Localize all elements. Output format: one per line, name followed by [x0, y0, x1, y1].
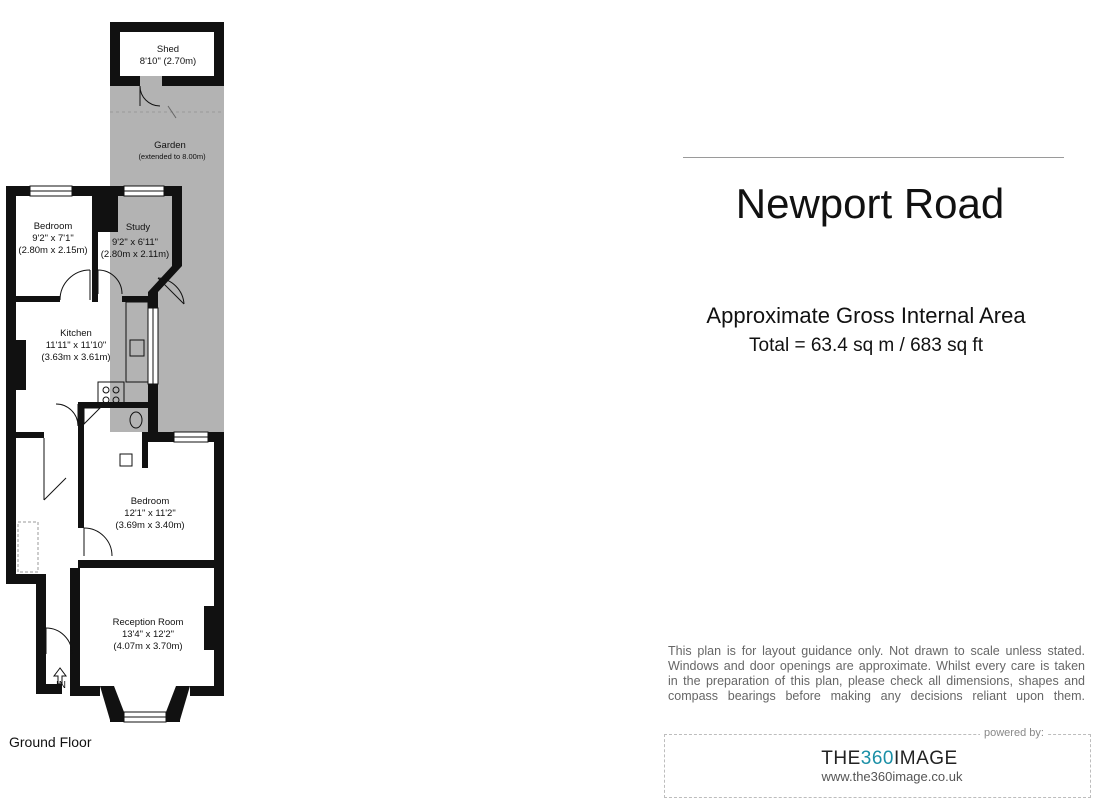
property-title: Newport Road: [735, 180, 1005, 227]
study-dims-metric: (2.80m x 2.11m): [100, 249, 170, 260]
reception-name: Reception Room: [112, 617, 184, 628]
bedroom-main-dims-imperial: 12'1" x 11'2": [124, 508, 176, 519]
kitchen-dims-imperial: 11'11" x 11'10": [45, 340, 107, 351]
area-total: Total = 63.4 sq m / 683 sq ft: [749, 335, 983, 356]
disclaimer-line-1: This plan is for layout guidance only. Not drawn to scale unless stated.: [668, 644, 1085, 658]
brand-prefix: THE: [821, 748, 861, 769]
bedroom-main-name: Bedroom: [130, 496, 170, 507]
kitchen-dims-metric: (3.63m x 3.61m): [41, 352, 111, 363]
floor-label: Ground Floor: [9, 734, 92, 750]
garden-name: Garden: [154, 140, 186, 151]
reception-dims-imperial: 13'4" x 12'2": [121, 629, 175, 640]
study-dims-imperial: 9'2" x 6'11": [111, 237, 159, 248]
reception-dims-metric: (4.07m x 3.70m): [113, 641, 183, 652]
disclaimer-line-4: compass bearings before making any decisions reliant upon them.: [668, 689, 1085, 703]
bedroom-rear-dims-metric: (2.80m x 2.15m): [18, 245, 88, 256]
study-name: Study: [125, 222, 151, 233]
bedroom-rear-name: Bedroom: [33, 221, 73, 232]
bedroom-main-dims-metric: (3.69m x 3.40m): [115, 520, 185, 531]
bedroom-rear-dims-imperial: 9'2" x 7'1": [32, 233, 74, 244]
area-heading: Approximate Gross Internal Area: [706, 303, 1026, 328]
shed-dims: 8'10" (2.70m): [139, 56, 197, 67]
brand-logo-text: [664, 748, 1096, 770]
entrance-label: IN: [56, 680, 66, 691]
brand-url: www.the360image.co.uk: [821, 769, 963, 784]
disclaimer-text: [668, 644, 1085, 704]
disclaimer-line-2: Windows and door openings are approximate. Whilst every care is taken: [668, 659, 1085, 673]
front-walls: [6, 432, 224, 722]
kitchen-name: Kitchen: [60, 328, 92, 339]
garden-note: (extended to 8.00m): [138, 152, 206, 161]
brand-accent: 360: [860, 748, 894, 769]
brand-suffix: IMAGE: [893, 748, 958, 769]
bathroom-walls: [56, 402, 148, 468]
disclaimer-line-3: in the preparation of this plan, please check all dimensions, shapes and: [668, 674, 1085, 688]
shed-name: Shed: [156, 44, 180, 55]
powered-by-label: powered by:: [980, 727, 1048, 739]
title-divider: [683, 157, 1064, 158]
